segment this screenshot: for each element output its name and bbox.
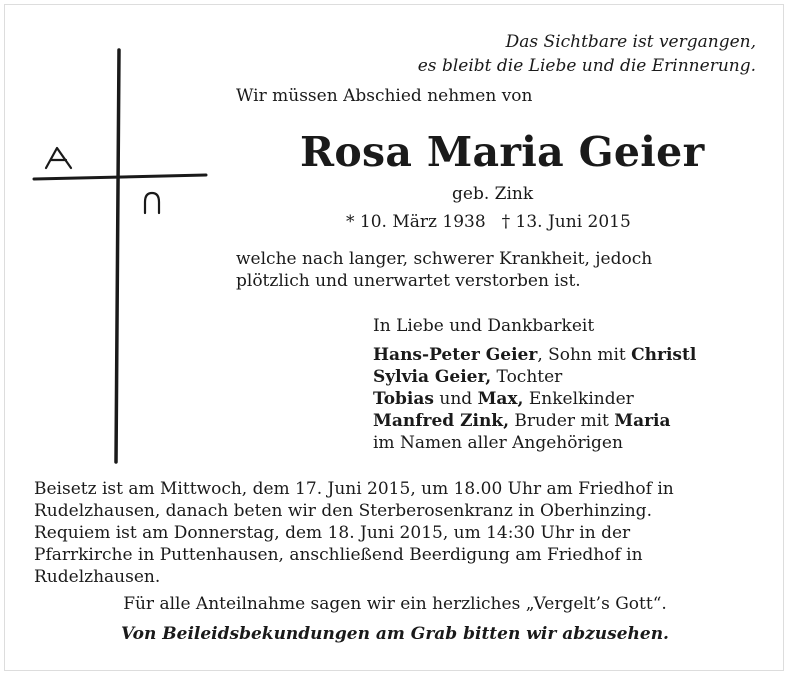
service-line-5: Rudelzhausen.: [34, 567, 161, 587]
service-line-2: Rudelzhausen, danach beten wir den Sterberosenkranz in Oberhinzing.: [34, 501, 652, 521]
service-line-4: Pfarrkirche in Puttenhausen, anschließend Beerdigung am Friedhof in: [34, 545, 643, 565]
quote-line-1: Das Sichtbare ist vergangen,: [505, 32, 756, 52]
cause-line-1: welche nach langer, schwerer Krankheit, jedoch: [236, 249, 653, 269]
service-line-1: Beisetz ist am Mittwoch, dem 17. Juni 2015, um 18.00 Uhr am Friedhof in: [34, 479, 674, 499]
quote-line-2: es bleibt die Liebe und die Erinnerung.: [417, 56, 756, 76]
deceased-name: Rosa Maria Geier: [300, 128, 705, 176]
service-line-3: Requiem ist am Donnerstag, dem 18. Juni 2015, um 14:30 Uhr in der: [34, 523, 631, 543]
love-line: In Liebe und Dankbarkeit: [373, 316, 595, 336]
mourner-row: [373, 410, 696, 432]
maiden-name: geb. Zink: [452, 184, 534, 204]
mourner-row: [373, 388, 696, 410]
thanks-line: Für alle Anteilnahme sagen wir ein herzliches „Vergelt’s Gott“.: [123, 594, 667, 614]
mourner-connector: und: [433, 389, 478, 409]
mourner-name: Sylvia Geier,: [373, 367, 492, 387]
alpha-icon: [46, 148, 71, 168]
intro-text: Wir müssen Abschied nehmen von: [236, 86, 533, 106]
omega-icon: [145, 193, 159, 213]
mourner-partner: Maria: [614, 411, 671, 431]
mourner-row: [373, 344, 696, 366]
mourner-name: Manfred Zink,: [373, 411, 510, 431]
mourner-row: [373, 366, 696, 388]
mourner-row: [373, 432, 696, 454]
mourner-relation: Enkelkinder: [523, 389, 634, 409]
cross-icon: [34, 50, 206, 462]
mourner-relation: Bruder mit: [509, 411, 615, 431]
mourner-partner: Christl: [631, 345, 697, 365]
mourner-name: Tobias: [373, 389, 434, 409]
death-date: † 13. Juni 2015: [501, 212, 631, 232]
no-condolences-note: Von Beileidsbekundungen am Grab bitten wir abzusehen.: [121, 624, 669, 644]
mourner-name: Hans-Peter Geier: [373, 345, 538, 365]
birth-date: * 10. März 1938: [346, 212, 486, 232]
cause-line-2: plötzlich und unerwartet verstorben ist.: [236, 271, 581, 291]
mourner-closing: im Namen aller Angehörigen: [373, 433, 623, 453]
mourners-list: [373, 344, 696, 454]
mourner-relation: Tochter: [491, 367, 563, 387]
life-dates: [346, 212, 631, 232]
mourner-relation: , Sohn mit: [537, 345, 632, 365]
mourner-name-2: Max,: [477, 389, 524, 409]
